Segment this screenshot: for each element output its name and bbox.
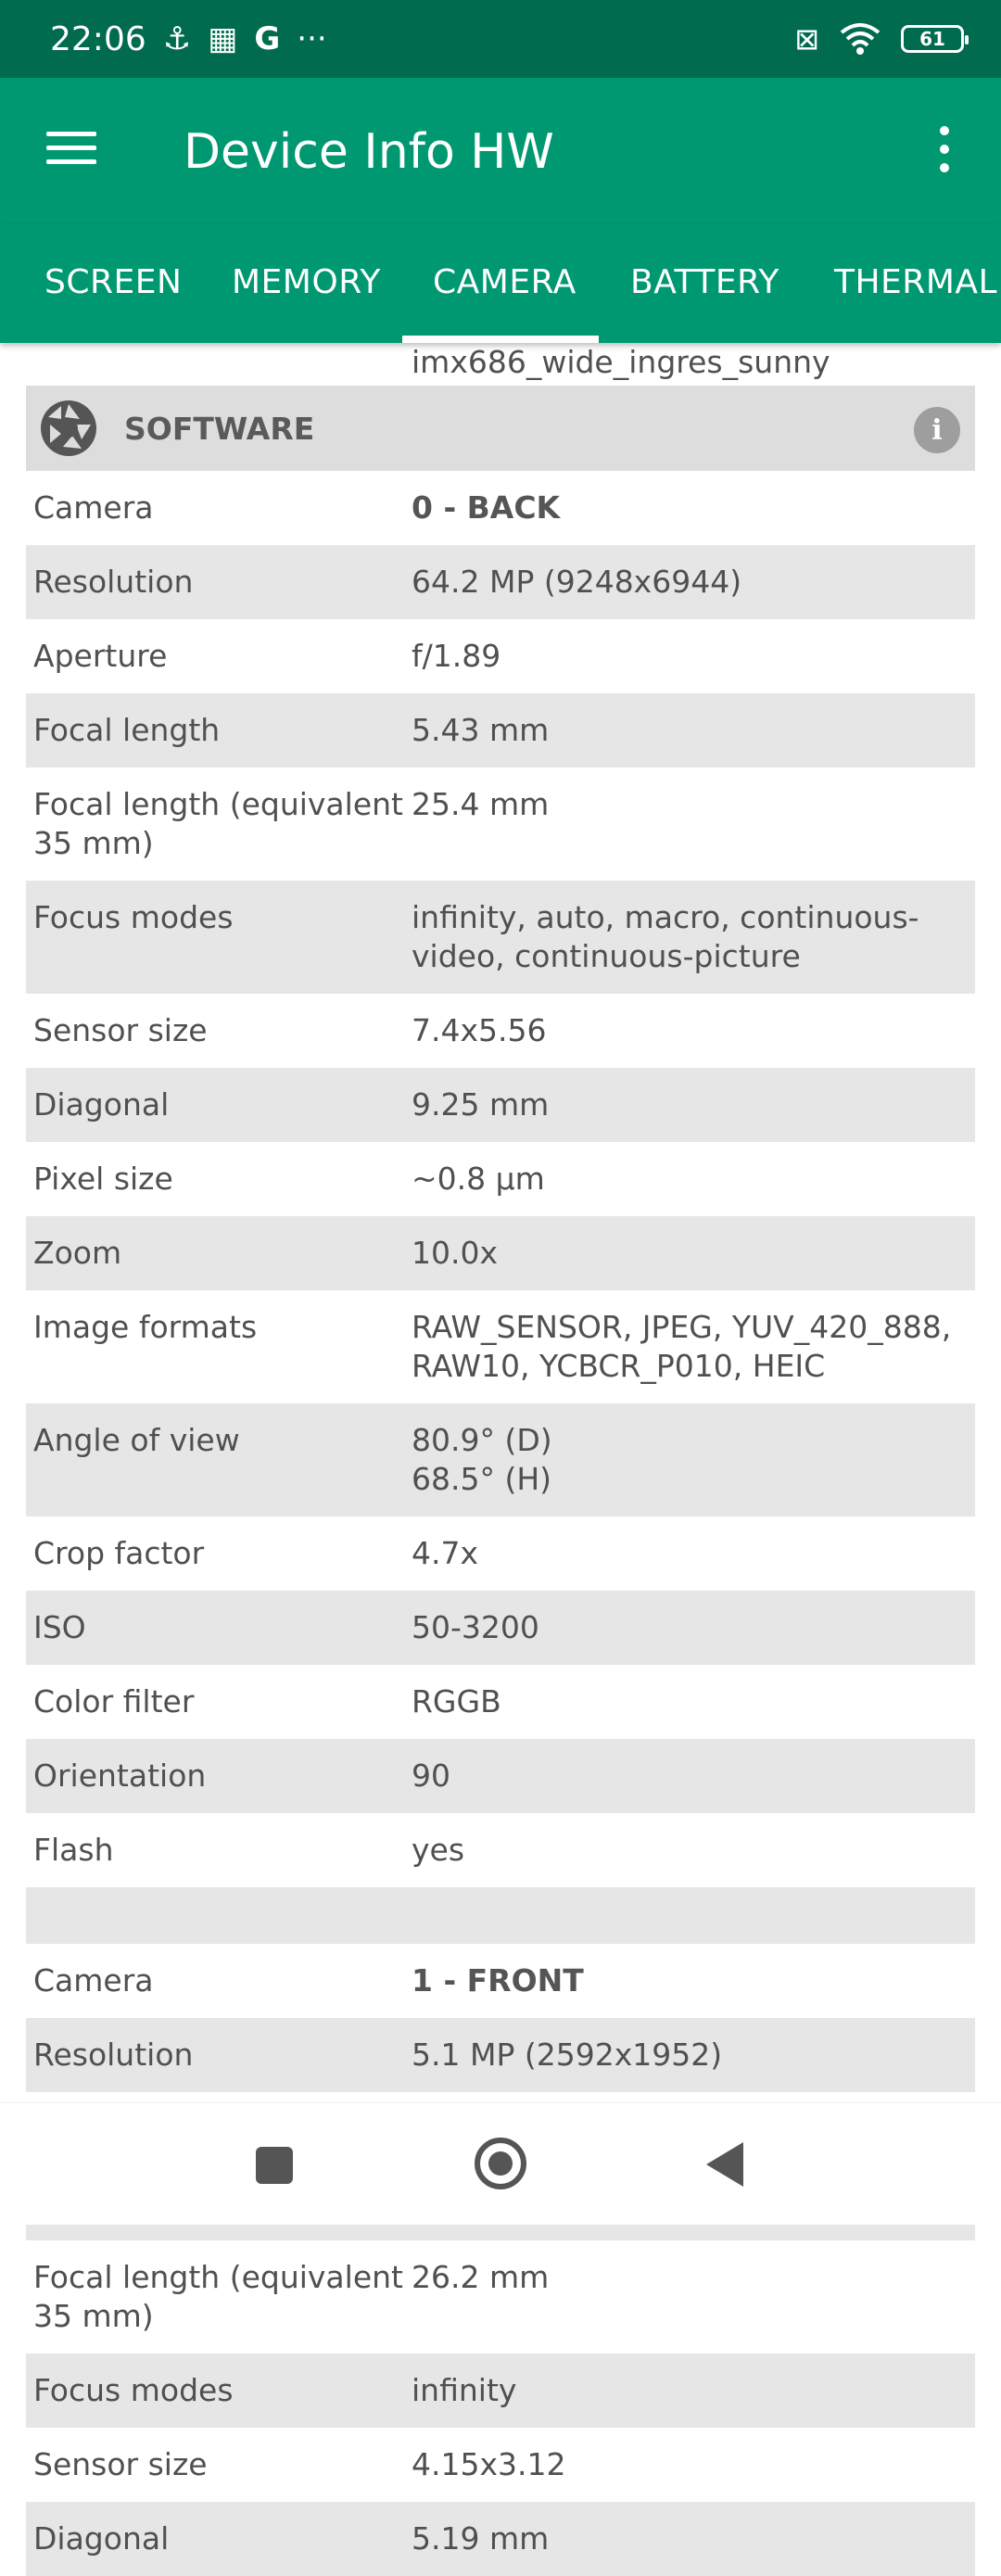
table-row	[26, 471, 975, 545]
overflow-menu-icon[interactable]	[940, 126, 953, 182]
row-value: 1 - FRONT	[412, 1962, 584, 1999]
hamburger-menu-icon[interactable]	[46, 132, 96, 169]
table-row	[26, 2354, 975, 2428]
row-label: Zoom	[33, 1235, 122, 1271]
row-value: 5.1 MP (2592x1952)	[412, 2037, 723, 2073]
row-label: Focal length (equivalent 35 mm)	[33, 2259, 403, 2334]
row-value: RAW_SENSOR, JPEG, YUV_420_888, RAW10, YCBCR_P010, HEIC	[412, 1309, 952, 1384]
table-row	[26, 1216, 975, 1290]
table-row	[26, 768, 975, 881]
table-row	[26, 1813, 975, 1887]
table-row	[26, 994, 975, 1068]
battery-level: 61	[919, 28, 945, 50]
partial-value: imx686_wide_ingres_sunny	[412, 344, 830, 380]
row-value: 10.0x	[412, 1235, 499, 1271]
table-row	[26, 1739, 975, 1813]
row-value: 26.2 mm	[412, 2259, 550, 2295]
row-value: 0 - BACK	[412, 489, 561, 526]
table-row	[26, 1944, 975, 2018]
tab-bar	[0, 224, 1001, 343]
row-label: Aperture	[33, 638, 168, 674]
google-icon: G	[254, 20, 281, 57]
row-value: 9.25 mm	[412, 1086, 550, 1123]
row-label: Focal length (equivalent 35 mm)	[33, 786, 403, 861]
row-label: Crop factor	[33, 1535, 205, 1571]
recents-button[interactable]	[256, 2147, 293, 2184]
tab-battery[interactable]: BATTERY	[630, 263, 779, 301]
row-label: Pixel size	[33, 1161, 173, 1197]
row-value: 5.43 mm	[412, 712, 550, 748]
table-row	[26, 1591, 975, 1665]
row-label: Resolution	[33, 564, 194, 600]
grid-icon: ▦	[208, 20, 238, 57]
status-bar	[0, 0, 1001, 78]
info-icon[interactable]: i	[914, 407, 960, 453]
row-label: ISO	[33, 1609, 86, 1645]
row-label: Focus modes	[33, 899, 234, 935]
anchor-icon: ⚓	[162, 20, 192, 57]
table-row	[26, 1516, 975, 1591]
row-value: 50-3200	[412, 1609, 539, 1645]
tab-camera[interactable]: CAMERA	[433, 263, 577, 301]
table-row	[26, 1403, 975, 1516]
row-label: Camera	[33, 489, 154, 526]
row-label: Angle of view	[33, 1422, 240, 1458]
row-value: f/1.89	[412, 638, 501, 674]
section-title: SOFTWARE	[124, 410, 315, 447]
row-label: Diagonal	[33, 1086, 170, 1123]
active-tab-indicator	[402, 336, 599, 343]
row-label: Camera	[33, 1962, 154, 1999]
row-value: RGGB	[412, 1683, 501, 1719]
row-value: infinity, auto, macro, continuous-video, continuous-picture	[412, 899, 919, 974]
row-label: Flash	[33, 1832, 114, 1868]
row-value: 5.19 mm	[412, 2520, 550, 2557]
app-title: Device Info HW	[184, 124, 554, 180]
tab-thermal[interactable]: THERMAL	[834, 263, 998, 301]
table-row	[26, 1068, 975, 1142]
table-row	[26, 1665, 975, 1739]
row-value: 4.7x	[412, 1535, 479, 1571]
wifi-icon	[840, 23, 881, 55]
row-value: infinity	[412, 2372, 517, 2408]
home-button[interactable]	[475, 2138, 526, 2189]
row-value: 64.2 MP (9248x6944)	[412, 564, 742, 600]
row-value: 25.4 mm	[412, 786, 550, 822]
table-row	[26, 881, 975, 994]
row-value: 7.4x5.56	[412, 1012, 547, 1048]
table-row	[26, 2240, 975, 2354]
row-label: Color filter	[33, 1683, 195, 1719]
partial-row	[26, 343, 975, 386]
row-value: ~0.8 µm	[412, 1161, 545, 1197]
row-label: Orientation	[33, 1758, 207, 1794]
status-time: 22:06	[50, 19, 146, 58]
table-row	[26, 2502, 975, 2576]
row-value: 80.9° (D) 68.5° (H)	[412, 1422, 552, 1497]
table-row	[26, 2018, 975, 2092]
row-label: Focus modes	[33, 2372, 234, 2408]
row-label: Sensor size	[33, 2446, 208, 2482]
row-value: yes	[412, 1832, 465, 1868]
camera-separator	[26, 1887, 975, 1944]
table-row	[26, 619, 975, 693]
camera-info-list[interactable]	[26, 343, 975, 2576]
row-label: Sensor size	[33, 1012, 208, 1048]
back-button[interactable]	[706, 2142, 743, 2187]
table-row	[26, 693, 975, 768]
row-label: Focal length	[33, 712, 221, 748]
tab-screen[interactable]: SCREEN	[44, 263, 183, 301]
more-notifications-icon: ···	[297, 20, 327, 57]
sim-off-icon: ⊠	[794, 21, 819, 57]
battery-icon	[901, 25, 964, 53]
table-row	[26, 1142, 975, 1216]
table-row	[26, 2428, 975, 2502]
table-row	[26, 1290, 975, 1403]
navigation-bar	[0, 2102, 1001, 2225]
row-label: Diagonal	[33, 2520, 170, 2557]
row-value: 4.15x3.12	[412, 2446, 566, 2482]
row-label: Resolution	[33, 2037, 194, 2073]
row-label: Image formats	[33, 1309, 258, 1345]
table-row	[26, 545, 975, 619]
row-value: 90	[412, 1758, 450, 1794]
app-bar	[0, 78, 1001, 224]
tab-memory[interactable]: MEMORY	[232, 263, 381, 301]
aperture-icon	[39, 399, 98, 458]
software-section-header	[26, 386, 975, 471]
